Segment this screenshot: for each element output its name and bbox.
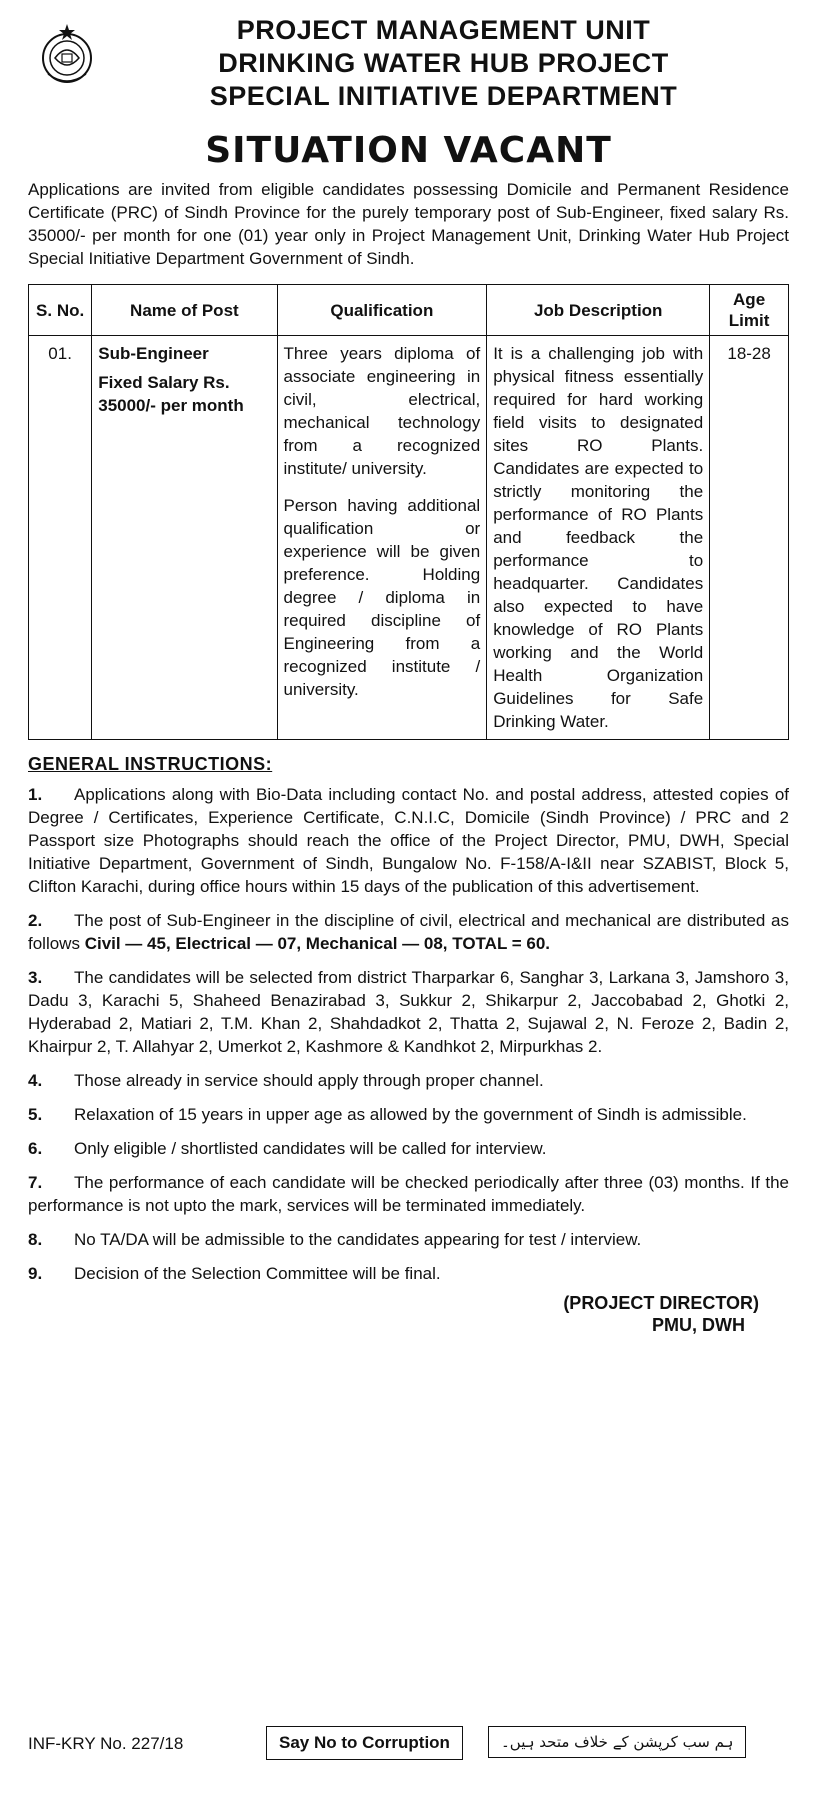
table-row bbox=[29, 336, 789, 740]
item-number: 8. bbox=[28, 1230, 43, 1249]
item-number: 3. bbox=[28, 968, 43, 987]
cell-job-description: It is a challenging job with physical fitness essentially required for hard working field visits to designated sites RO Plants. Candidates are expected to strictly monitoring the performance of RO Plants and feedback the performance to headquarter. Candidates also expected to have knowledge of RO Plants working and the World Health Organization Guidelines for Safe Drinking Water. bbox=[487, 336, 710, 740]
list-item bbox=[28, 966, 789, 1058]
instructions-title: GENERAL INSTRUCTIONS: bbox=[28, 754, 273, 774]
signatory-title: (PROJECT DIRECTOR) bbox=[563, 1293, 759, 1313]
anti-corruption-slogan: Say No to Corruption bbox=[266, 1726, 463, 1760]
list-item bbox=[28, 1103, 789, 1126]
item-number: 2. bbox=[28, 911, 43, 930]
item-bold-text: Civil — 45, Electrical — 07, Mechanical — 08, TOTAL = 60. bbox=[84, 934, 551, 953]
page-title: SITUATION VACANT bbox=[205, 130, 612, 171]
item-text: The candidates will be selected from district Tharparkar 6, Sanghar 3, Larkana 3, Jamshoro 3, Dadu 3, Karachi 5, Shaheed Benazirabad 3, Sukkur 2, Shikarpur 2, Jaccobabad 2, Ghotki 2, Hyderabad 2, Matiari 2, T.M. Khan 2, Shahdadkot 2, Thatta 2, Sujawal 2, N. Feroze 2, Badin 2, Khairpur 2, T. Allahyar 2, Umerkot 2, Kashmore & Kandhkot 2, Mirpurkhas 2. bbox=[28, 968, 789, 1056]
table-header-row bbox=[29, 285, 789, 336]
column-header-name: Name of Post bbox=[92, 285, 277, 336]
list-item bbox=[28, 783, 789, 898]
column-header-sno: S. No. bbox=[29, 285, 92, 336]
list-item bbox=[28, 1262, 789, 1285]
item-number: 9. bbox=[28, 1264, 43, 1283]
item-text: No TA/DA will be admissible to the candidates appearing for test / interview. bbox=[74, 1230, 642, 1249]
cell-post-name bbox=[92, 336, 277, 740]
item-text: Only eligible / shortlisted candidates will be called for interview. bbox=[74, 1139, 547, 1158]
item-text: The performance of each candidate will be checked periodically after three (03) months. If the performance is not upto the mark, services will be terminated immediately. bbox=[28, 1173, 789, 1215]
posts-table bbox=[28, 284, 789, 740]
instructions-list bbox=[28, 783, 789, 1285]
item-number: 1. bbox=[28, 785, 43, 804]
column-header-qualification: Qualification bbox=[277, 285, 487, 336]
urdu-slogan: ہم سب کرپشن کے خلاف متحد ہیں۔ bbox=[488, 1726, 746, 1758]
item-text: Decision of the Selection Committee will be final. bbox=[74, 1264, 441, 1283]
column-header-job: Job Description bbox=[487, 285, 710, 336]
cell-age-limit: 18-28 bbox=[710, 336, 789, 740]
list-item bbox=[28, 1228, 789, 1251]
item-number: 6. bbox=[28, 1139, 43, 1158]
item-number: 5. bbox=[28, 1105, 43, 1124]
signature-block bbox=[28, 1292, 789, 1336]
item-text: Those already in service should apply through proper channel. bbox=[74, 1071, 544, 1090]
reference-number: INF-KRY No. 227/18 bbox=[28, 1734, 184, 1753]
item-number: 7. bbox=[28, 1173, 43, 1192]
item-number: 4. bbox=[28, 1071, 43, 1090]
intro-paragraph: Applications are invited from eligible candidates possessing Domicile and Permanent Residence Certificate (PRC) of Sindh Province for the purely temporary post of Sub-Engineer, fixed salary Rs. 35000/- per month for one (01) year only in Project Management Unit, Drinking Water Hub Project Special Initiative Department Government of Sindh. bbox=[28, 180, 789, 268]
item-text: Applications along with Bio-Data including contact No. and postal address, attested copies of Degree / Certificates, Experience Certificate, C.N.I.C, Domicile (Sindh Province) / PRC and 2 Passport size Photographs should reach the office of the Project Director, PMU, DWH, Special Initiative Department, Government of Sindh, Bungalow No. F-158/A-I&II near SZABIST, Block 5, Clifton Karachi, during office hours within 15 days of the publication of this advertisement. bbox=[28, 785, 789, 896]
list-item bbox=[28, 909, 789, 955]
heading-line-1: PROJECT MANAGEMENT UNIT bbox=[236, 15, 651, 45]
post-salary: Fixed Salary Rs. 35000/- per month bbox=[98, 373, 244, 415]
header bbox=[28, 14, 789, 124]
list-item bbox=[28, 1137, 789, 1160]
list-item bbox=[28, 1171, 789, 1217]
post-title: Sub-Engineer bbox=[98, 344, 209, 363]
item-text: The post of Sub-Engineer in the discipline of civil, electrical and mechanical are distributed as follows bbox=[28, 911, 789, 953]
qualification-text-2: Person having additional qualification or experience will be given preference. Holding degree / diploma in required discipline of Engineering from a recognized institute / university. bbox=[283, 496, 481, 699]
footer bbox=[28, 1722, 789, 1766]
list-item bbox=[28, 1069, 789, 1092]
item-text: Relaxation of 15 years in upper age as allowed by the government of Sindh is admissible. bbox=[74, 1105, 747, 1124]
cell-sno: 01. bbox=[29, 336, 92, 740]
sindh-government-emblem-icon bbox=[34, 22, 100, 88]
cell-qualification bbox=[277, 336, 487, 740]
department-heading bbox=[28, 14, 789, 113]
signatory-office: PMU, DWH bbox=[652, 1315, 745, 1335]
heading-line-2: DRINKING WATER HUB PROJECT bbox=[218, 48, 669, 78]
column-header-age: Age Limit bbox=[710, 285, 789, 336]
qualification-text-1: Three years diploma of associate engineering in civil, electrical, mechanical technology from a recognized institute/ university. bbox=[283, 344, 481, 478]
heading-line-3: SPECIAL INITIATIVE DEPARTMENT bbox=[209, 81, 678, 111]
